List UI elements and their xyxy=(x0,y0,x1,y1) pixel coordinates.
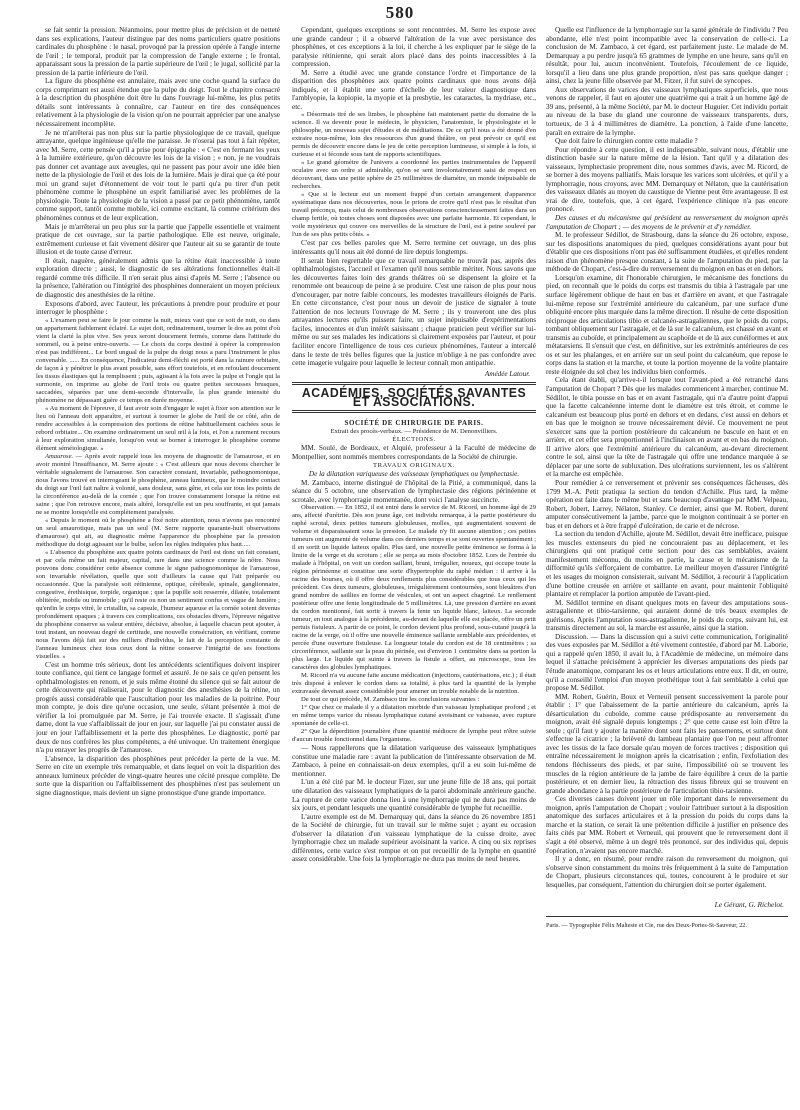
quote-paragraph: « Le grand géomètre de l'univers a coordonné les parties instrumentales de l'appareil oculaire avec un ordre si admirable, qu'on se sent involontairement saisi de respect en découvrant, dans une petite sphère de 25 millimètres de diamètre, un monde inépuisable de recherches. xyxy=(292,159,536,191)
paragraph: — Nous rappellerons que la dilatation variqueuse des vaisseaux lymphatiques constitue une maladie rare : avant la publication de l'intéressante observation de M. Zambaco, à peine en connaissait-on deux exemples, qu'il a eu soin lui-même de mentionner. xyxy=(292,744,536,778)
amaurose-text: — Après avoir rappelé tous les moyens de diagnostic de l'amaurose, et en avoir montré l'insuffisance, M. Serre ajoute : « C'est ailleurs que nous devons chercher le véritable signalement de l'amaurose. Son caractère constant, invariable, pathognomonique, nous l'avons trouvé en interrogeant le phosphène, anneau lumineux, que le moindre contact du doigt sur l'œil fait naître à volonté, sans douleur, sans gêne, et cela sur tous les points de la circonférence au-delà de la cornée ; que l'on trouve constamment lorsque la rétine est saine ; que l'on retrouve encore, mais altéré, lorsqu'elle est un peu souffrante, et qui jamais ne se montre lorsqu'elle est complètement paralysée. xyxy=(36,452,280,516)
paragraph: C'est un homme très sérieux, dont les antécédents scientifiques doivent inspirer toute confiance, qui tient ce langage formel et assuré. Je ne sais ce qu'en pensent les ophthalmologistes en renom, et je suis même étonné du silence qui se fait autour de cette découverte qui réaliserait, pour le diagnostic des anesthésies de la rétine, un progrès aussi considérable que l'auscultation pour les maladies de la poitrine. Pour mon compte, je dois dire qu'une occasion, une seule, s'étant présentée à moi de vérifier la loi promulguée par M. Serre, je l'ai trouvée exacte. Il s'agissait d'une dame, dont la vue s'affaiblissait de jour en jour, sur laquelle j'ai pu constater aussi de jour en jour l'affaiblissement et la perte des phosphènes. Le diagnostic, porté par deux de nos confrères les plus compétents, a été univoque. Un traitement énergique n'a pu enrayer les progrès de l'amaurose. xyxy=(36,660,280,755)
author-signature: Amédée Latour. xyxy=(484,369,530,378)
paragraph: L'un a été cité par M. le docteur Fizer, sur une jeune fille de 18 ans, qui portait une dilatation des vaisseaux lymphatiques de la paroi abdominale antérieure gauche. La rupture de cette varice donna lieu à une lymphorragie qui ne dura pas moins de six jours, et pendant lesquels une quantité considérable de lymphe fut recueillie. xyxy=(292,778,536,813)
section-heading: ACADÉMIES, SOCIÉTÉS SAVANTES ET ASSOCIATIONS. xyxy=(301,386,527,409)
paragraph: 2° Que la déperdition journalière d'une quantité médiocre de lymphe peut n'être suivie d'aucun trouble fonctionnel dans l'organisme. xyxy=(292,728,536,744)
amaurose-paragraph xyxy=(36,453,280,517)
column-left xyxy=(36,26,280,1102)
gerant-signature: Le Gérant, G. Richelot. xyxy=(714,900,784,910)
travaux-subtitle: De la dilatation variqueuse des vaisseaux lymphatiques ou lymphectasie. xyxy=(308,470,520,479)
paragraph: Quelle est l'influence de la lymphorragie sur la santé générale de l'individu ? Peu abondante, elle n'est point incompatible avec la conservation de celle-ci. La conclusion de M. Zambaco, à cet égard, est parfaitement juste. Le malade de M. Demarquay a pu perdre jusqu'à 65 grammes de lymphe en une heure, sans qu'il en résultât, pour lui, aucun inconvénient. Toutefois, l'écoulement de ce liquide, lorsqu'il a lieu dans une plus grande proportion, n'est pas sans quelque danger ; ainsi, chez la jeune fille observée par M. Fitzer, il fut suivi de syncopes. xyxy=(546,26,788,86)
quote-paragraph: « Désormais tiré de ses limbes, le phosphène fait maintenant partie du domaine de la science. Il va devenir pour le médecin, le physicien, l'anatomiste, le physiologiste et le philosophe, un nouveau sujet d'études et de méditations. De ce qu'il nous a été donné d'en extraire nous-même, loin des ressources d'un grand théâtre, on peut prévoir ce qu'il est permis de découvrir encore dans le jeu de cette perception lumineuse, si simple à la fois, si curieuse et si féconde sous tant de rapports scientifiques. xyxy=(292,111,536,159)
paragraph: L'absence, la disparition des phosphènes peut précéder la perte de la vue. M. Serre en cite un exemple très remarquable, et dans lequel on voit la disparition des anneaux lumineux précéder de vingt-quatre heures une cécité presque complète. De sorte que la disparition ou l'affaiblissement des phosphènes n'est pas seulement un signe diagnostique, mais devient un signe pronostique d'une grande importance. xyxy=(36,754,280,797)
paragraph: La section du tendon d'Achille, ajoute M. Sédillot, devait être inefficace, puisque les muscles extenseurs du pied ne concouraient pas au déplacement, et les chirurgiens qui ont pratiqué cette section pour des cas semblables, avaient manifestement méconnu, du moins en partie, la cause et le mécanisme de la difformité qu'ils s'efforçaient de combattre. Le meilleur moyen d'assurer l'intégrité et les usages du moignon consisterait, suivant M. Sédillot, à recourir à l'application d'une bottine creusée en arrière et saillante en avant, pour maintenir l'obliquité plantaire et remplacer la portion amputée de l'avant-pied. xyxy=(546,530,788,599)
elections-title: ÉLECTIONS. xyxy=(392,435,436,443)
society-title: SOCIÉTÉ DE CHIRURGIE DE PARIS. xyxy=(344,419,484,428)
paragraph: Discussion. — Dans la discussion qui a suivi cette communication, l'originalité des vues exposées par M. Sédillot a été vivement contestée, d'abord par M. Laborie, qui a rappelé qu'en 1850, il avait lu, à l'Académie de médecine, un mémoire dans lequel il s'attache précisément à apprécier les diverses amputations des pieds par l'étude anatomique, comparant les os et leurs articulations entre eux. Il dit, en outre, qu'il a conseillé l'emploi d'un moyen prothétique tout à fait semblable à celui que propose M. Sédillot. xyxy=(546,632,788,693)
paragraph: MM. Robert, Guérin, Boux et Verneuil pensent successivement la parole pour établir : 1° que l'abaissement de la partie antérieure du calcanéum, après la désarticulation du cuboïde, comme cause prédisposante au renversement du moignon, avait été signalé depuis longtemps ; 2° que cette cause est loin d'être la seule ; qu'il faut y ajouter la manière dont sont faits les pansements, et surtout dont s'effectue la cicatrice ; la brièveté du lambeau plantaire que l'on ne peut affronter avec les tissus de la face dorsale qu'au moyen de forces tractives ; disposition qui entraîne nécessairement le moignon après la cicatrisation ; enfin, l'exfoliation des tendons fléchisseurs des pieds, et par suite, l'impossibilité où se trouvent les muscles de la région antérieure de la jambe de faire équilibre à ceux de la partie postérieure, et en dernier lieu, la rétraction des tissus fibreux qui se trouvent en grande abondance à la partie postérieure de l'articulation tibio-tarsienne. xyxy=(546,692,788,795)
paragraph: De tout ce qui précède, M. Zambaco tire les conclusions suivantes : xyxy=(301,696,480,704)
printer-imprint: Paris. — Typographie Félix Malteste et Cie, rue des Deux-Portes-St-Sauveur, 22. xyxy=(546,921,747,929)
paragraph: Ces diverses causes doivent jouer un rôle important dans le renversement du moignon, après l'amputation de Chopart ; vouloir l'attribuer surtout à la disposition anatomique des surfaces articulaires et à la pression du poids du corps dans la marche et la station, ce serait là une prétention difficile à justifier en présence des faits cités par MM. Robert et Verneuil, qui prouvent que le renversement dont il s'agit a été observé, même à un degré très prononcé, sur des individus qui, depuis l'opération, n'avaient pas encore marché. xyxy=(546,795,788,855)
paragraph: Observation. — En 1852, il est entré dans le service de M. Ricord, un homme âgé de 29 ans, affecté d'urétrite. Dès son jeune âge, cet individu remarqua, à la partie postérieure du raphé scrotal, deux petites tumeurs globuleuses, molles, qui augmentaient souvent de volume et disparaissaient sous la pression. Le malade n'y fit aucune attention ; ces petites tumeurs ont augmenté de volume dans ces derniers temps et se sont ouvertes spontanément ; il en sortit un liquide laiteux opalin. Plus tard, une nouvelle petite éminence se forma à la limite de la verge et du scrotum ; elle se perça au mois d'octobre 1852. Lors de l'entrée du malade à l'hôpital, on voit un cordon saillant, bruni, irrégulier, noueux, qui occupe toute la région périnéenne et constitue une sorte d'hypertrophie du raphé médian : il arrive à la racine des bourses, où il offre deux renflements plus considérables que tous ceux qui les précèdent. Ces deux tumeurs, globuleuses, irrégulièrement contournées, sont bleuâtres d'un grand nombre de saillies en forme de vésicules, et ont un aspect chagriné. Le renflement postérieur offre une fente longitudinale de 5 millimètres. Là, une pression d'arrière en avant du cordon mentionné, fait sortir à travers la fente un liquide blanc, laiteux. La seconde tumeur, en tout analogue à la précédente, au-devant de laquelle elle est placée, offre un petit pertuis fistuleux. A partir de ce point, le cordon devient plus profond, sous-cutané jusqu'à la racine de la verge, où il offre une nouvelle éminence saillante semblable aux précédentes, et percée d'une ouverture fistuleuse. La longueur totale du cordon est de 18 centimètres ; sa circonférence, saillante sur la peau du périnée, est d'environ 1 centimètre dans sa portion la plus large. Le liquide qui suinte à travers la fistule a offert, au microscope, tous les caractères des globules lymphatiques. xyxy=(292,504,536,672)
column-middle xyxy=(292,26,536,1102)
paragraph: M. Sédillot termine en disant quelques mots en faveur des amputations sous-astragalienne et tibio-tarsienne, qui auraient donné de très beaux exemples de guérisons. Après l'amputation sous-astragalienne, le poids du corps, suivant lui, est transmis directement au sol, la marche est assurée, ainsi que la station. xyxy=(546,598,788,633)
paragraph: MM. Soulé, de Bordeaux, et Alquié, professeur à la Faculté de médecine de Montpellier, sont nommés membres correspondants de la Société de chirurgie. xyxy=(292,444,536,461)
paragraph: Il serait bien regrettable que ce travail remarquable ne trouvât pas, auprès des ophthalmologistes, l'accueil et l'examen qu'il nous semble mériter. Nous savons que les découvertes faites loin des grands théâtres où se dispensent la gloire et la renommée ont beaucoup de peine à se produire. C'est une raison de plus pour nous d'encourager, par notre faible concours, les modestes travailleurs éloignés de Paris. En cette circonstance, c'est pour nous un devoir de justice de signaler à toute l'attention de nos lecteurs l'ouvrage de M. Serre ; ils y trouveront une des plus attrayantes lectures qu'ils puissent faire, un sujet inépuisable d'expérimentations faciles, innocentes et d'un intérêt saisissant ; chaque praticien peut vérifier sur lui-même ou sur ses malades les indications si clairement exposées par l'auteur, et pour faciliter encore l'intelligence de tous ces curieux phénomènes, l'auteur a intercalé dans le texte de très belles figures que la justice m'oblige à ne pas confondre avec cette imagerie vulgaire pour laquelle le lecteur connaît mon antipathie. xyxy=(292,256,536,368)
society-subtitle: Extrait des procès-verbaux. — Présidence de M. Denonvilliers. xyxy=(330,427,498,435)
quote-paragraph: « Depuis le moment où le phosphène a fixé notre attention, nous n'avons pas rencontré un seul amaurotique, mais pas un seul (M. Serre rapporte quarante-huit observations d'amaurose) qui ait, au diagnostic même l'apparence du phosphène par la pression méthodique du doigt agissant sur le bulbe, selon les règles indiquées plus haut..... xyxy=(36,516,280,548)
paragraph: 1° Que chez ce malade il y a dilatation morbide d'un vaisseau lymphatique profond ; et en même temps varice du réseau lymphatique cutané avoisinant ce vaisseau, avec rupture spontanée de celle-ci. xyxy=(292,704,536,728)
paragraph: M. Serre a étudié avec une grande constance l'ordre et l'importance de la disparition des phosphènes aux quatre points cardinaux que nous avons déjà indiqués, et il établit une sorte d'échelle de leur valeur diagnostique dans l'amblyopie, la kopiopie, la myopie et la presbytie, les cataractes, la mydriase, etc., etc. xyxy=(292,68,536,111)
paragraph: Pour répondre à cette question, il est indispensable, suivant nous, d'établir une distinction basée sur la nature même de la lésion. Tant qu'il y a dilatation des vaisseaux, lymphectasie proprement dite, nous sommes d'avis, avec M. Ricord, de se borner à des moyens palliatifs. Mais lorsque les varices sont ulcérées, et qu'il y a lymphorragie, nous croyons, avec MM. Demarquay et Nélaton, que la cautérisation des vaisseaux dilatés au moyen du caustique de Vienne peut être avantageuse. Il est vrai de dire, toutefois, que, à cet égard, l'expérience clinique n'a pas encore prononcé. xyxy=(546,145,788,214)
amaurose-title: Amaurose. xyxy=(45,452,74,460)
page-number: 580 xyxy=(385,3,415,22)
paragraph: Mais je m'arrêterai un peu plus sur la partie que j'appelle essentielle et vraiment pratique de cet ouvrage, sur la partie pathologique. Elle est neuve, originale, extrêmement curieuse et fait vivement désirer que l'auteur ait su se garantir de toute illusion et de toute cause d'erreur. xyxy=(36,222,280,257)
paragraph: M. le professeur Sédillot, de Strasbourg, dans la séance du 26 octobre, expose, sur les dispositions anatomiques du pied, quelques considérations ayant pour but d'établir que ces dispositions n'ont pas été suffisamment étudiées, et qu'elles rendent raison d'un phénomène presque constant, à la suite de l'amputation du pied, par la méthode de Chopart, c'est-à-dire du renversement du moignon en bas et en dehors. xyxy=(546,231,788,274)
travaux-title: TRAVAUX ORIGINAUX. xyxy=(373,461,455,469)
paragraph: C'est par ces belles paroles que M. Serre termine cet ouvrage, un des plus intéressants qu'il nous ait été donné de lire depuis longtemps. xyxy=(292,239,536,257)
paragraph: Aux observations de varices des vaisseaux lymphatiques superficiels, que nous venons de rappeler, il faut en ajouter une quatrième qui a trait à un homme âgé de 39 ans, présenté, à la même Société, par M. le docteur Huguier. Cet individu portait au niveau de la base du gland une couronne de vaisseaux transparents, durs, tortueux, de 3 à 4 millimètres de diamètre. La ponction, à l'aide d'une lancette, paraît en extraire de la lymphe. xyxy=(546,85,788,137)
paragraph: Je ne m'arrêterai pas non plus sur la partie physiologique de ce travail, quelque attrayante, quelque ingénieuse qu'elle me paraisse. Je n'oserai pas tout à fait répéter, avec M. Serre, cette pensée qu'il a prise pour épigraphe : « C'est en fermant les yeux à la lumière extérieure, qu'on découvre les lois de la vision ; » non, je ne voudrais pas donner cet avantage aux aveugles, qui ne passent pas pour avoir une idée bien nette de la physiologie de l'œil et des lois de la lumière. Mais je dirai que ça été pour moi un grand sujet d'étonnement de voir tout le parti qu'a pu tirer d'un petit phénomène comme le phosphène un esprit familiarisé avec les problèmes de la physiologie. Toute la physiologie de la vision a passé par ce petit phénomène, tantôt comme support, tantôt comme mobile, ici comme excitant, là comme critérium des phénomènes connus et de leur explication. xyxy=(36,128,280,223)
quote-paragraph: « L'absence du phosphène aux quatre points cardinaux de l'œil est donc un fait constant, et par cela même un fait majeur, capital, rare dans une science comme la nôtre. Nous pouvons donc considérer cette absence comme le signe pathognomonique de l'amaurose, son invariable révélation, quelle que soit d'ailleurs la cause qui l'ait préparée ou occasionnée. Que la paralysie soit rétinienne, optique, cérébrale, spinale, ganglionnaire, congestive, érethisique, torpide, organique ; que la pupille soit resserrée, dilatée, totalement oblitérée, mobile ou immobile ; qu'il reste ou non un sentiment confus et vague de lumière ; qu'enfin le corps vitré, le cristallin, sa capsule, l'humeur aqueuse et la cornée soient devenus profondément opaques ; à travers ces complications, ces obstacles divers, l'épreuve négative du phosphène conserve sa valeur entière, décisive, absolue, à laquelle chacun peut ajouter, à tout instant, un nouveau degré de certitude, une nouvelle consécration, en vérifiant, comme nous l'avons déjà fait sur des milliers d'individus, le fait de la perception constante de l'anneau lumineux chez tous ceux dont la rétine conserve l'intégrité de ses fonctions visuelles. » xyxy=(36,548,280,660)
quote-paragraph: « Au moment de l'épreuve, il faut avoir soin d'engager le sujet à fixer son attention sur le lieu où l'anneau doit apparaître, et surtout à tourner le globe de l'œil de ce côté, afin de rendre accessibles à la compression des portions de rétine habituellement cachées sous le rebord orbitaire... On examine ordinairement un seul œil à la fois, et l'on a rarement recours à leur exploration simultanée, lorsqu'on veut se borner à interroger le phosphène comme élément séméiologique. » xyxy=(36,404,280,452)
paragraph: La figure du phosphène est annulaire, mais avec une coche quand la surface du corps comprimant est aussi étendue que la pulpe du doigt. Tout le chapitre consacré à la description du phosphène doit être lu dans l'ouvrage lui-même, les plus petits détails sont intéressants à connaître, car l'auteur en tire des conséquences relativement à la physiologie de la vision qu'on ne pourrait apprécier par une analyse nécessairement incomplète. xyxy=(36,77,280,129)
quote-paragraph: « Que si le lecteur eut un moment frappé d'un certain arrangement d'apparence systématique dans nos découvertes, nous le prions de croire qu'il n'est pas le résultat d'un travail préconçu, mais celui de nombreuses observations consciencieusement faites dans un champ fertile, où toutes choses sont disposées avec une parfaite harmonie. Et cependant, le voile mystérieux qui couvre ces merveilles de la structure de l'œil, est à peine soulevé par l'un de ses plus petits côtés. » xyxy=(292,191,536,239)
section-divider xyxy=(292,382,536,385)
paragraph: Exposons d'abord, avec l'auteur, les précautions à prendre pour produire et pour interroger le phosphène : xyxy=(36,299,280,317)
paragraph: se fait sentir la pression. Néanmoins, pour mettre plus de précision et de netteté dans ses explications, l'auteur distingue par des noms particuliers quatre positions cardinales du phosphène : le nasal, provoqué par la pression opérée à l'angle interne de l'œil ; le temporal, produit par la compression de l'angle externe ; le frontal, apparaissant sous la pression de la partie supérieure de l'œil ; le jugal, sollicité par la pression de la partie inférieure de l'œil. xyxy=(36,26,280,77)
paragraph: M. Zambaco, interne distingué de l'hôpital de la Pitié, a communiqué, dans la séance du 5 octobre, une observation de lymphectasie des régions périnéenne et scrotale, avec lymphorragie momentanée, dont voici l'analyse succincte. xyxy=(292,478,536,504)
paragraph: Que doit faire le chirurgien contre cette maladie ? xyxy=(555,137,698,146)
paragraph: Il était, naguère, généralement admis que la rétine était inaccessible à toute exploration directe ; aussi, le diagnostic de ses altérations fonctionnelles était-il regardé comme très difficile. Il n'en serait plus ainsi d'après M. Serre ; l'absence ou la présence, l'altération ou l'intégrité des phosphènes donneraient un moyen précieux de diagnostic des anesthésies de la rétine. xyxy=(36,256,280,299)
paragraph: Cependant, quelques exceptions se sont rencontrées. M. Serre les expose avec une grande candeur ; il a observé l'altération de la vue avec persistance des phosphènes, et ces exceptions à la loi, il cherche à les expliquer par le siège de la paralysie rétinienne, qui serait alors placé dans des points inaccessibles à la compression. xyxy=(292,26,536,69)
paragraph: Lorsqu'on examine, dit l'honorable chirurgien, le mécanisme des fonctions du pied, on reconnaît que le poids du corps est transmis du tibia à l'astragale par une surface légèrement oblique de haut en bas et d'arrière en avant, et que l'astragale lui-même repose sur l'extrémité antérieure du calcanéum, par une surface d'une obliquité encore plus marquée dans la même direction. Il résulte de cette disposition réciproque des articulations tibio et calcanéo-astragaliennes, que le poids du corps, tombant obliquement sur l'astragale, et de là sur le calcanéum, est chassé en avant et transmis au cuboïde, et principalement au scaphoïde et de là aux cunéiformes et aux métatarsiens. Il s'ensuit que c'est, en définitive, sur les extrémités antérieures de ces os et sur les phalanges, et en arrière sur un seul point du calcanéum, que repose le corps dans la station et la marche, et toute la portion moyenne de la voûte plantaire reste éloignée du sol chez les individus bien conformés. xyxy=(546,273,788,376)
section-divider xyxy=(292,410,536,413)
section-title: Des causes et du mécanisme qui président au renversement du moignon après l'amputation de Chopart ; — des moyens de le prévenir et d'y remédier. xyxy=(546,214,788,231)
paragraph: Cela étant établi, qu'arrive-t-il lorsque tout l'avant-pied a été retranché dans l'amputation de Chopart ? Dès que les malades commencent à marcher, continue M. Sédillot, le tibia pousse en bas et en avant l'astragale, qui n'a d'autre point d'appui que la facette calcanéenne interne dont le diamètre est très étroit, et comme le calcanéum est beaucoup plus porté en dehors et en dedans, c'est aussi en dehors et en bas que le moignon se trouve nécessairement dévié. Ce mouvement ne peut s'exercer sans que la portion postérieure du calcanéum ne bascule en haut et en arrière, et cet effet sera proportionnel à l'inclinaison en avant et en bas du moignon. Il arrive alors que l'extrémité antérieure du calcanéum, au-devant directement contre le sol, ainsi que la tête de l'astragale qui offre une tendance marquée à se déplacer par une sorte de subluxation. Des ulcérations surviennent, les os s'altèrent et la marche est empêchée. xyxy=(546,376,788,479)
paragraph: L'autre exemple est de M. Demarquay qui, dans la séance du 26 novembre 1851 de la Société de chirurgie, fut un travail sur le même sujet ; ayant eu occasion d'observer la dilatation d'un vaisseau lymphatique de la cuisse droite, avec lymphorragie chez un malade supérieur avoisinant la varice. A cinq ou six reprises différentes, cette varice s'est rompue et on put recueillir de la lymphe en quantité assez considérable. Une fois la lymphorragie ne dura pas moins de neuf heures. xyxy=(292,812,536,864)
footer-divider xyxy=(546,916,788,917)
column-right xyxy=(546,26,788,1102)
paragraph: M. Ricord n'a vu aucune faite aucune médication (injections, cautérisations, etc.) ; il était très disposé à enlever le cordon dans sa totalité, à plus tard la quantité de la lymphe extravasée devenait assez considérable pour amener un trouble notable de la nutrition. xyxy=(292,672,536,696)
quote-paragraph: « L'examen peut se faire le jour comme la nuit, mieux vaut que ce soit de nuit, ou dans un appartement faiblement éclairé. Le sujet doit, ordinairement, tourner le dos au point d'où vient la clarté la plus vive. Ses yeux seront doucement fermés, comme dans l'attitude du sommeil, ou à peine entre-ouverts. — Le choix du corps destiné à opérer la compression n'est pas indifférent... Le bord ungual de la pulpe du doigt nous a paru l'instrument le plus convenable. ...... En conséquence, l'indicateur demi-fléchi est porté dans la rainure orbitaire, de façon à y pénétrer le plus avant possible, sans effort toutefois, et en refoulant doucement les tissus élastiques qui la remplissent ; puis, agissant à la fois avec la pulpe et l'ongle qui la surmonte, on imprime au globe de l'œil trois ou quatre petites secousses brusques, saccadées, séparées par une demi-seconde d'intervalle, la plus grande intensité du phénomène ne dépassant guère ce temps en durée moyenne. xyxy=(36,316,280,404)
paragraph: Il y a donc, en résumé, pour rendre raison du renversement du moignon, qui s'observe sinon constamment du moins très fréquemment à la suite de l'amputation de Chopart, plusieurs circonstances qui, toutes, concourent à le produire et sur lesquelles, par conséquent, l'attention du chirurgien doit se porter également. xyxy=(546,855,788,889)
paragraph: Pour remédier à ce renversement et prévenir ses conséquences fâcheuses, dès 1799 M.-A. Petit pratiqua la section du tendon d'Achille. Plus tard, la même opération est faite dans le même but et sans beaucoup d'avantage par MM. Velpeau, Robert, Jobert, Larrey, Nélaton, Stanley. Ce dernier, ainsi que M. Robert, durent amputer consécutivement la jambe, parce que le moignon continuait à se porter en bas et en dehors et à être frappé d'ulcération, de carie et de nécrose. xyxy=(546,478,788,530)
